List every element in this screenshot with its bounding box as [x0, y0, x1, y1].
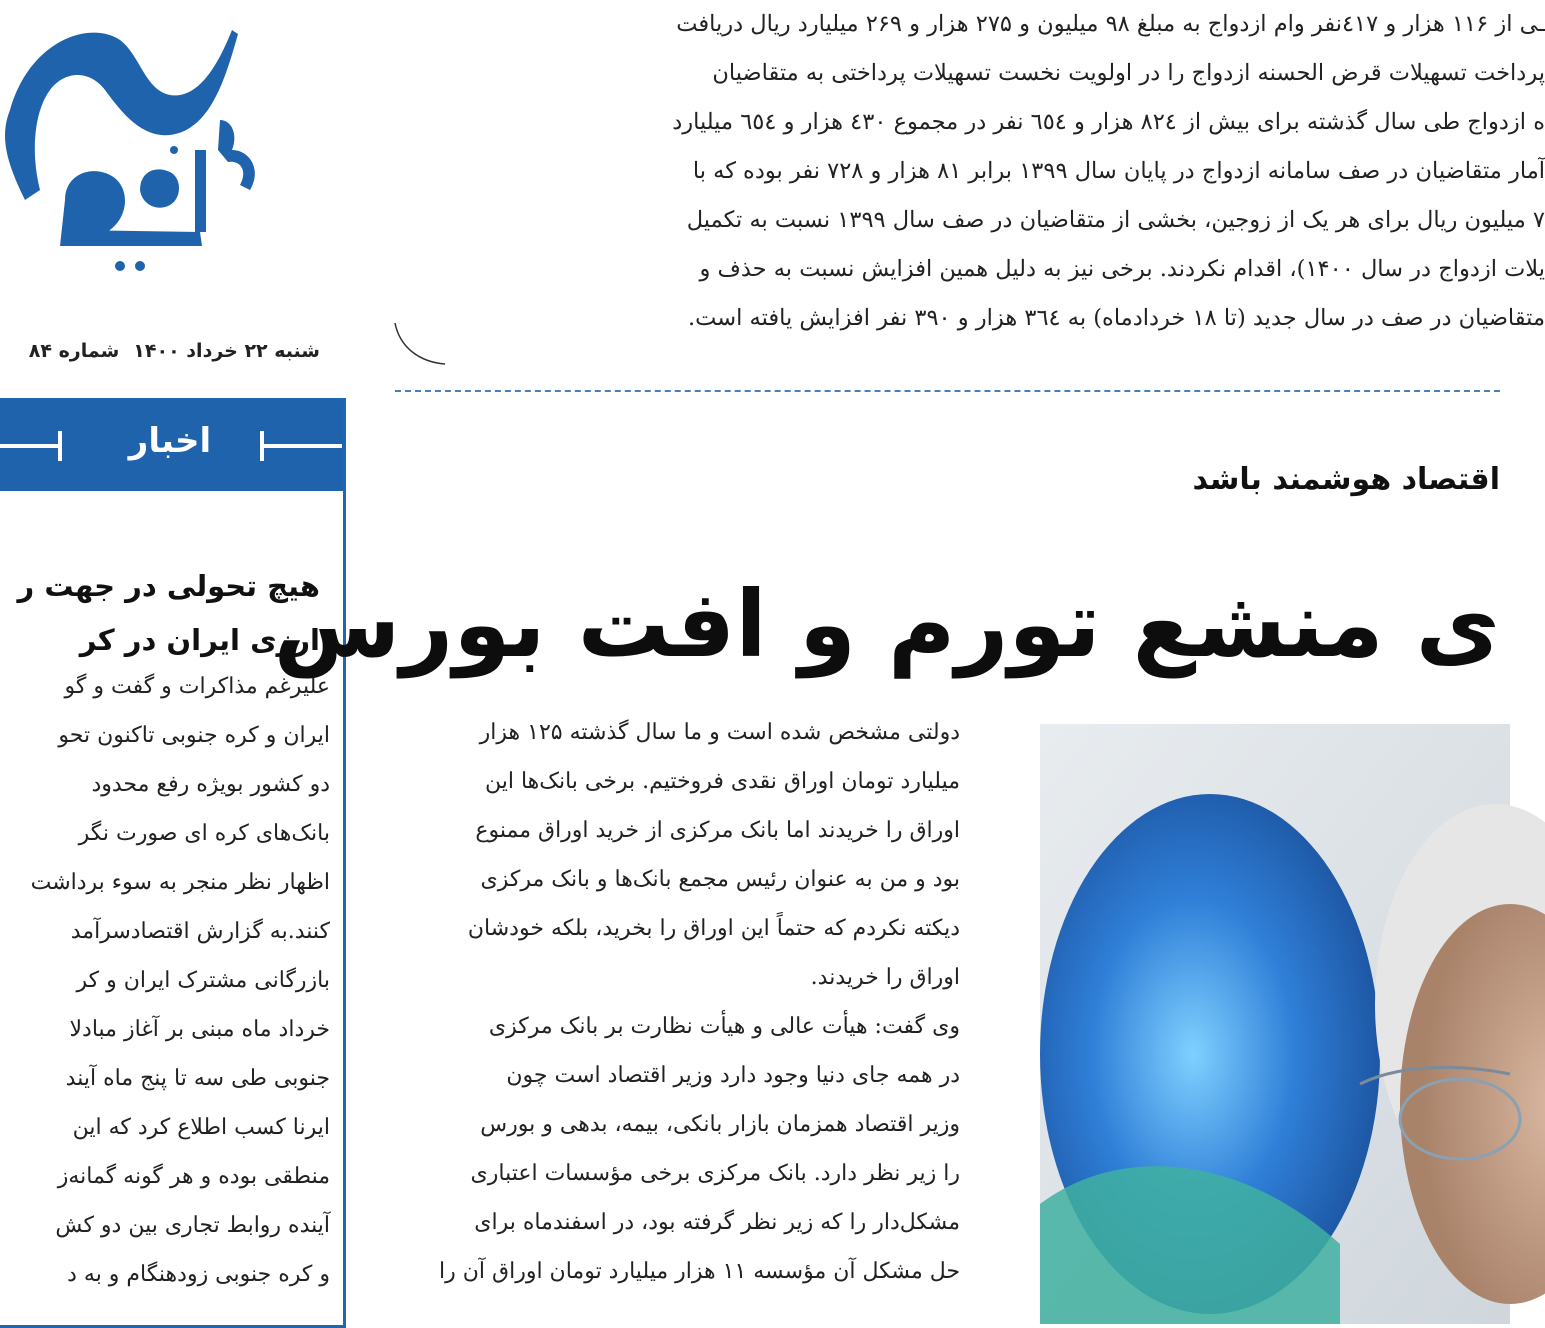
article-line: اوراق را خریدند اما بانک مرکزی از خرید اوراق ممنوع: [475, 818, 960, 843]
top-article-line: پرداخت تسهیلات قرض الحسنه ازدواج را در اولویت نخست تسهیلات پرداختی به متقاضیان: [712, 60, 1545, 86]
news-headline-line: ارزی ایران در کر: [79, 623, 320, 657]
news-body-line: دو کشور بویژه رفع محدود: [91, 772, 330, 797]
article-line: بود و من به عنوان رئیس مجمع بانک‌ها و بانک مرکزی: [480, 867, 960, 892]
top-article: [425, 0, 1545, 340]
news-body-line: ایران و کره جنوبی تاکنون تحو: [58, 723, 330, 748]
article-kicker: اقتصاد هوشمند باشد: [1192, 462, 1500, 497]
news-body-line: اظهار نظر منجر به سوء برداشت: [30, 870, 330, 895]
header-rule-right: [262, 444, 342, 448]
article-line: حل مشکل آن مؤسسه ۱۱ هزار میلیارد تومان اوراق آن را: [439, 1259, 960, 1284]
article-line: وزیر اقتصاد همزمان بازار بانکی، بیمه، بدهی و بورس: [480, 1112, 960, 1137]
news-body-line: منطقی بوده و هر گونه گمانه‌ز: [57, 1164, 330, 1189]
article-line: میلیارد تومان اوراق نقدی فروختیم. برخی بانک‌ها این: [484, 769, 960, 794]
news-body-line: بانک‌های کره ای صورت نگر: [78, 821, 330, 846]
article-line: اوراق را خریدند.: [810, 965, 960, 990]
news-headline[interactable]: [0, 559, 320, 667]
header-rule-cap: [260, 431, 264, 461]
main-headline[interactable]: ی منشع تورم و افت بورس: [273, 571, 1500, 678]
top-article-line: یلات ازدواج در سال ۱۴۰۰)، اقدام نکردند. برخی نیز به دلیل همین افزایش نسبت به حذف و: [699, 256, 1545, 282]
article-line: دیکته نکردم که حتماً این اوراق را بخرید، بلکه خودشان: [467, 916, 960, 941]
news-body-line: خرداد ماه مبنی بر آغاز مبادلا: [69, 1017, 330, 1042]
header-rule-cap: [58, 431, 62, 461]
main-article-body: [395, 708, 960, 1296]
top-article-line: متقاضیان در صف در سال جدید (تا ۱۸ خردادماه) به ۳٦٤ هزار و ۳۹۰ نفر افزایش یافته است.: [688, 305, 1545, 331]
news-body-line: جنوبی طی سه تا پنج ماه آیند: [65, 1066, 330, 1091]
news-body-line: کنند.به گزارش اقتصادسرآمد: [70, 919, 330, 944]
top-article-line: ـی از ۱۱۶ هزار و ٤١٧نفر وام ازدواج به مبلغ ۹۸ میلیون و ۲۷۵ هزار و ۲۶۹ میلیارد ریال دریافت: [676, 11, 1545, 37]
issue-number: شماره ۸۴: [28, 340, 120, 362]
dateline: [0, 340, 320, 372]
corner-curl-ornament: [390, 318, 450, 368]
news-headline-line: هیچ تحولی در جهت ر: [17, 569, 320, 603]
issue-date: شنبه ۲۲ خرداد ۱۴۰۰: [133, 340, 320, 362]
portrait-image: [1040, 724, 1510, 1324]
news-body-line: و کره جنوبی زودهنگام و به د: [67, 1262, 330, 1287]
top-article-line: ه ازدواج طی سال گذشته برای بیش از ۸۲٤ هزار و ٦٥٤ نفر در مجموع ٤٣٠ هزار و ٦٥٤ میلیارد: [672, 109, 1545, 135]
article-line: دولتی مشخص شده است و ما سال گذشته ۱۲۵ هزار: [479, 720, 960, 745]
news-body-line: ایرنا کسب اطلاع کرد که این: [72, 1115, 330, 1140]
top-article-line: ۷ میلیون ریال برای هر یک از زوجین، بخشی از متقاضیان در صف سال ۱۳۹۹ نسبت به تکمیل: [686, 207, 1545, 233]
logo-wordmark: [0, 0, 300, 300]
header-rule-left: [0, 444, 60, 448]
news-body-line: آینده روابط تجاری بین دو کش: [55, 1213, 330, 1238]
news-body: [10, 662, 330, 1299]
news-header: [0, 401, 343, 491]
top-article-line: آمار متقاضیان در صف سامانه ازدواج در پایان سال ۱۳۹۹ برابر ۸۱ هزار و ۷۲۸ نفر بوده که با: [692, 158, 1545, 184]
section-divider: [395, 390, 1500, 392]
article-line: مشکل‌دار را که زیر نظر گرفته بود، در اسفندماه برای: [474, 1210, 960, 1235]
news-section-title: اخبار: [128, 421, 212, 461]
article-line: را زیر نظر دارد. بانک مرکزی برخی مؤسسات اعتباری: [470, 1161, 960, 1186]
article-line: در همه جای دنیا وجود دارد وزیر اقتصاد است چون: [506, 1063, 960, 1088]
news-body-line: علیرغم مذاکرات و گفت و گو: [64, 674, 330, 699]
article-line: وی گفت: هیأت عالی و هیأت نظارت بر بانک مرکزی: [488, 1014, 960, 1039]
article-photo[interactable]: [1040, 724, 1510, 1324]
news-body-line: بازرگانی مشترک ایران و کر: [76, 968, 330, 993]
masthead-logo: [0, 0, 300, 300]
